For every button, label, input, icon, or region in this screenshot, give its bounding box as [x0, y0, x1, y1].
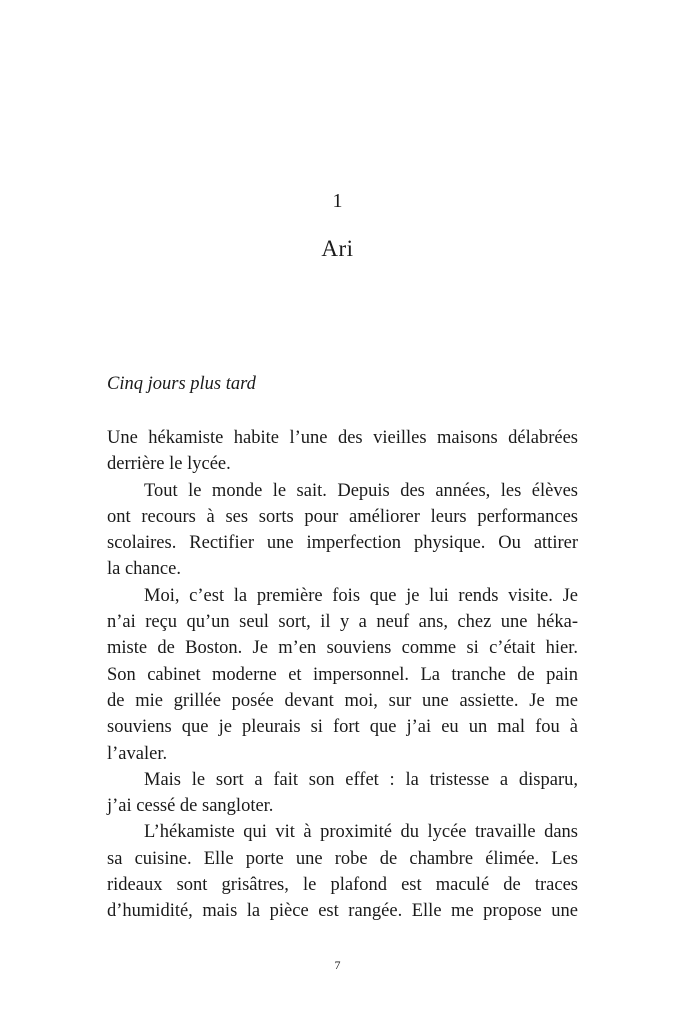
- text-line: j’ai cessé de sangloter.: [107, 796, 274, 817]
- text-line: d’humidité, mais la pièce est rangée. Elle me propose une: [107, 901, 578, 922]
- section-subtitle: Cinq jours plus tard: [107, 374, 256, 394]
- text-line: de mie grillée posée devant moi, sur une assiette. Je me: [107, 690, 578, 711]
- text-line: Son cabinet moderne et impersonnel. La tranche de pain: [107, 664, 578, 685]
- text-line: Mais le sort a fait son effet : la tristesse a disparu,: [144, 769, 578, 790]
- text-line: la chance.: [107, 559, 181, 580]
- text-line: sa cuisine. Elle porte une robe de chambre élimée. Les: [107, 848, 578, 869]
- text-line: souviens que je pleurais si fort que j’ai eu un mal fou à: [107, 717, 578, 738]
- page-number: 7: [334, 958, 341, 972]
- text-line: derrière le lycée.: [107, 454, 231, 475]
- text-line: miste de Boston. Je m’en souviens comme si c’était hier.: [107, 638, 578, 659]
- chapter-number: 1: [332, 190, 343, 212]
- text-line: Moi, c’est la première fois que je lui rends visite. Je: [144, 585, 578, 606]
- text-line: scolaires. Rectifier une imperfection physique. Ou attirer: [107, 533, 578, 554]
- text-line: ont recours à ses sorts pour améliorer leurs performances: [107, 506, 578, 527]
- text-line: rideaux sont grisâtres, le plafond est maculé de traces: [107, 875, 578, 896]
- chapter-title: Ari: [321, 236, 354, 261]
- text-line: l’avaler.: [107, 743, 168, 764]
- body-text: [107, 425, 578, 925]
- text-line: n’ai reçu qu’un seul sort, il y a neuf ans, chez une héka-: [107, 612, 578, 633]
- text-line: Tout le monde le sait. Depuis des années, les élèves: [144, 480, 578, 501]
- text-line: Une hékamiste habite l’une des vieilles maisons délabrées: [107, 428, 578, 448]
- text-line: L’hékamiste qui vit à proximité du lycée travaille dans: [144, 822, 578, 843]
